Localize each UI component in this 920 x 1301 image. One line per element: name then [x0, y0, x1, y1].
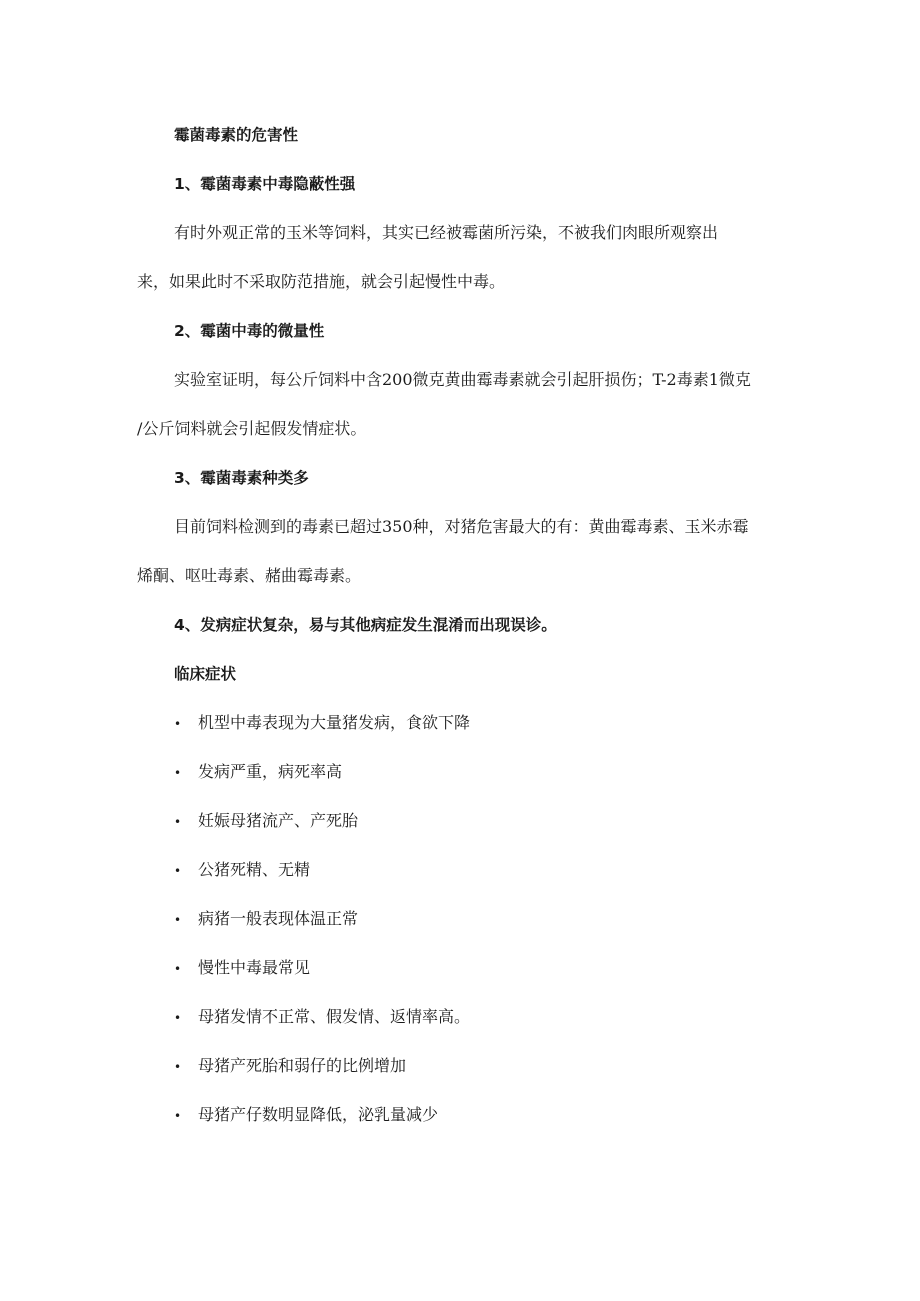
bullet-icon: • — [174, 815, 182, 829]
list-item-text: 母猪产死胎和弱仔的比例增加 — [198, 1056, 407, 1075]
list-item-text: 病猪一般表现体温正常 — [198, 909, 359, 928]
list-item-text: 机型中毒表现为大量猪发病，食欲下降 — [198, 713, 471, 732]
section-heading-3: 3、霉菌毒素种类多 — [174, 469, 309, 487]
list-item-text: 公猪死精、无精 — [198, 860, 311, 879]
list-item — [174, 958, 310, 979]
list-item-text: 慢性中毒最常见 — [198, 958, 311, 977]
list-item — [174, 762, 342, 783]
section-1-paragraph-line-2: 来，如果此时不采取防范措施，就会引起慢性中毒。 — [137, 272, 506, 291]
bullet-icon: • — [174, 1109, 182, 1123]
document-title: 霉菌毒素的危害性 — [174, 126, 299, 144]
section-3-paragraph-line-2: 烯酮、呕吐毒素、赭曲霉毒素。 — [137, 566, 362, 585]
bullet-icon: • — [174, 717, 182, 731]
bullet-icon: • — [174, 766, 182, 780]
list-item-text: 母猪产仔数明显降低，泌乳量减少 — [198, 1105, 439, 1124]
list-item — [174, 811, 358, 832]
section-heading-1: 1、霉菌毒素中毒隐蔽性强 — [174, 175, 356, 193]
bullet-icon: • — [174, 962, 182, 976]
list-item-text: 发病严重，病死率高 — [198, 762, 343, 781]
list-item-text: 妊娠母猪流产、产死胎 — [198, 811, 359, 830]
list-item — [174, 1056, 406, 1077]
list-item — [174, 1007, 470, 1028]
clinical-heading: 临床症状 — [174, 665, 237, 683]
list-item — [174, 909, 358, 930]
list-item — [174, 860, 310, 881]
section-2-paragraph-line-1: 实验室证明，每公斤饲料中含200微克黄曲霉毒素就会引起肝损伤；T-2毒素1微克 — [174, 370, 751, 389]
bullet-icon: • — [174, 864, 182, 878]
list-item-text: 母猪发情不正常、假发情、返情率高。 — [198, 1007, 471, 1026]
section-3-paragraph-line-1: 目前饲料检测到的毒素已超过350种，对猪危害最大的有：黄曲霉毒素、玉米赤霉 — [174, 517, 749, 536]
list-item — [174, 713, 470, 734]
section-heading-4: 4、发病症状复杂，易与其他病症发生混淆而出现误诊。 — [174, 616, 557, 634]
bullet-icon: • — [174, 913, 182, 927]
list-item — [174, 1105, 438, 1126]
section-1-paragraph-line-1: 有时外观正常的玉米等饲料，其实已经被霉菌所污染，不被我们肉眼所观察出 — [174, 223, 719, 242]
section-heading-2: 2、霉菌中毒的微量性 — [174, 322, 325, 340]
bullet-icon: • — [174, 1011, 182, 1025]
bullet-icon: • — [174, 1060, 182, 1074]
section-2-paragraph-line-2: /公斤饲料就会引起假发情症状。 — [137, 419, 367, 438]
